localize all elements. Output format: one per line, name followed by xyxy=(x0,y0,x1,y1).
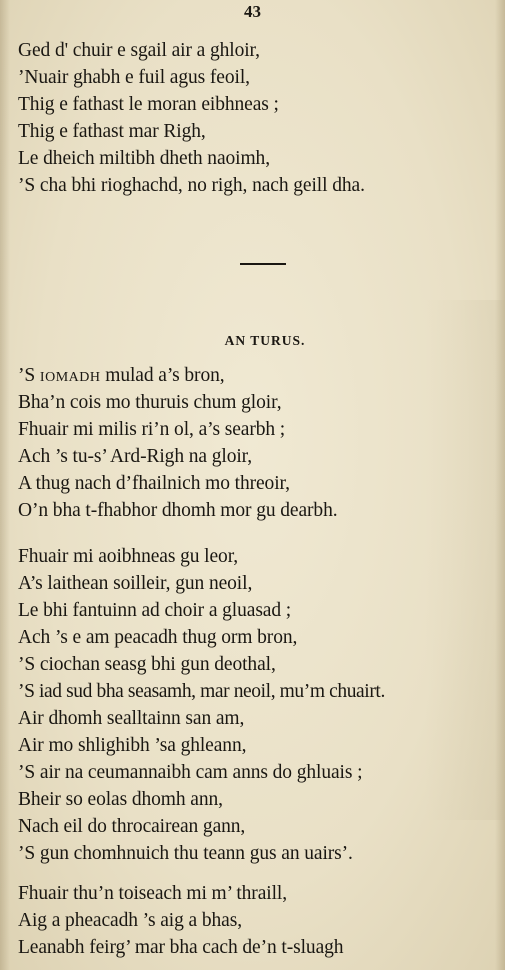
poem-title: AN TURUS. xyxy=(224,333,306,348)
verse-line: Air dhomh sealltainn san am, xyxy=(18,708,245,729)
verse-line: Ach ’s tu-s’ Ard-Righ na gloir, xyxy=(18,446,253,467)
stanza-5 xyxy=(18,880,505,961)
verse-line: ’S cha bhi rioghachd, no righ, nach geill dha. xyxy=(18,175,365,196)
verse-line: Air mo shlighibh ’sa ghleann, xyxy=(18,735,247,756)
verse-line: Leanabh feirg’ mar bha cach de’n t-sluagh xyxy=(18,937,344,958)
verse-smallcaps-word: iomadh xyxy=(39,365,101,386)
verse-line: Bheir so eolas dhomh ann, xyxy=(18,789,223,810)
verse-line: Thig e fathast mar Righ, xyxy=(18,121,206,142)
page-edge-left xyxy=(0,0,10,970)
verse-prefix: ’S xyxy=(18,365,40,386)
verse-line: Fhuair thu’n toiseach mi m’ thraill, xyxy=(18,883,287,904)
verse-line: Fhuair mi aoibhneas gu leor, xyxy=(18,546,239,567)
verse-line: A’s laithean soilleir, gun neoil, xyxy=(18,573,253,594)
verse-line: Nach eil do throcairean gann, xyxy=(18,816,246,837)
verse-line: ’S gun chomhnuich thu teann gus an uairs’. xyxy=(18,843,353,864)
verse-line: Le dheich miltibh dheth naoimh, xyxy=(18,148,270,169)
verse-line: ’Nuair ghabh e fuil agus feoil, xyxy=(18,67,250,88)
verse-line: ’S ciochan seasg bhi gun deothal, xyxy=(18,654,276,675)
verse-line: O’n bha t-fhabhor dhomh mor gu dearbh. xyxy=(18,500,338,521)
verse-line: A thug nach d’fhailnich mo threoir, xyxy=(18,473,290,494)
verse-line: Le bhi fantuinn ad choir a gluasad ; xyxy=(18,600,292,621)
stanza-3 xyxy=(18,543,505,705)
verse-line: Aig a pheacadh ’s aig a bhas, xyxy=(18,910,242,931)
page-number: 43 xyxy=(244,2,261,21)
stanza-4 xyxy=(18,705,505,867)
verse-line: ’S air na ceumannaibh cam anns do ghluais ; xyxy=(18,762,363,783)
stanza-2 xyxy=(18,362,505,524)
verse-line: Thig e fathast le moran eibhneas ; xyxy=(18,94,279,115)
stanza-1 xyxy=(18,37,505,199)
verse-line: Ged d' chuir e sgail air a ghloir, xyxy=(18,40,260,61)
verse-rest: mulad a’s bron, xyxy=(100,365,225,386)
verse-line: Ach ’s e am peacadh thug orm bron, xyxy=(18,627,298,648)
verse-line: ’S iad sud bha seasamh, mar neoil, mu’m chuairt. xyxy=(18,681,385,702)
verse-line: Fhuair mi milis ri’n ol, a’s searbh ; xyxy=(18,419,286,440)
verse-line: Bha’n cois mo thuruis chum gloir, xyxy=(18,392,282,413)
verse-line-first xyxy=(18,362,505,389)
section-divider xyxy=(240,263,286,265)
